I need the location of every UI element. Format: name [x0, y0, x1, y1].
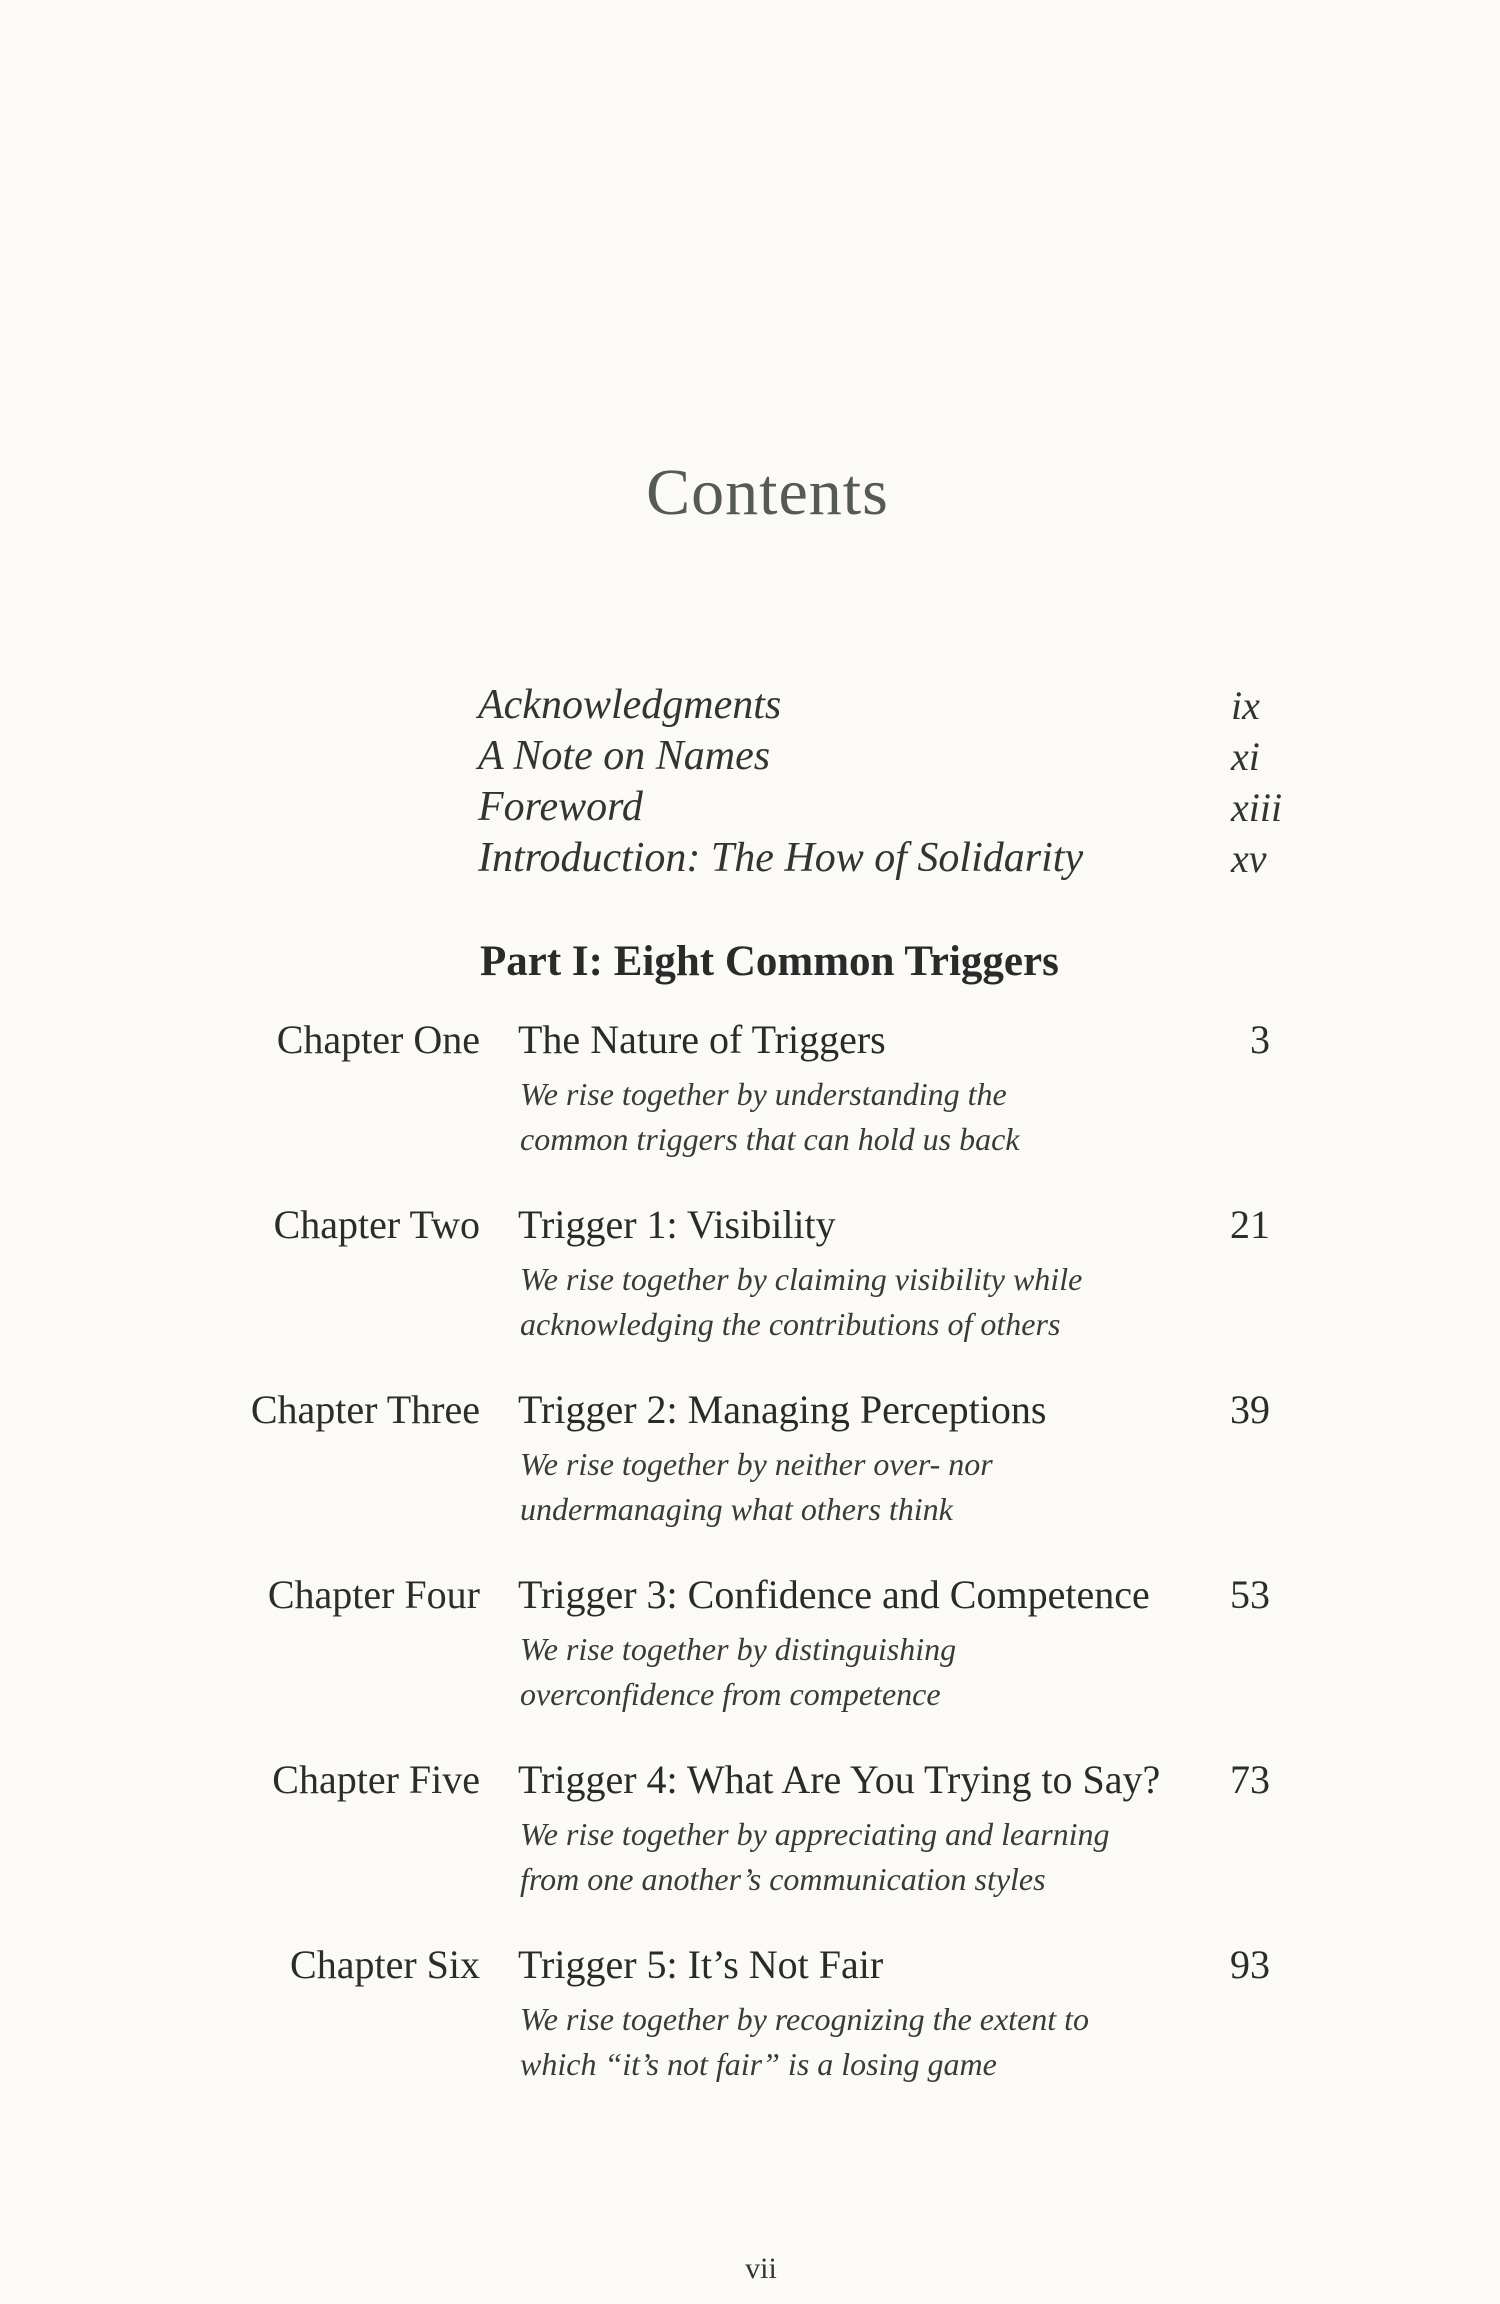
front-matter-title: Introduction: The How of Solidarity [478, 835, 1084, 881]
chapter-subtitle [520, 1257, 1220, 1347]
chapter-entry [0, 1571, 1500, 1741]
chapter-entry [0, 1016, 1500, 1186]
chapter-page-number: 53 [1230, 1572, 1270, 1617]
front-matter-title: A Note on Names [478, 733, 771, 779]
chapter-subtitle-line: which “it’s not fair” is a losing game [520, 2046, 997, 2082]
chapter-page-number: 73 [1230, 1757, 1270, 1802]
chapter-subtitle-line: We rise together by recognizing the extent to [520, 2001, 1090, 2037]
chapter-subtitle [520, 1997, 1220, 2087]
chapter-label: Chapter Four [267, 1572, 480, 1617]
chapter-subtitle-line: We rise together by appreciating and learning [520, 1816, 1110, 1852]
chapter-entry [0, 1386, 1500, 1556]
chapter-subtitle-line: overconfidence from competence [520, 1676, 941, 1712]
chapter-label: Chapter Two [273, 1202, 480, 1247]
chapter-subtitle-line: We rise together by distinguishing [520, 1631, 957, 1667]
front-matter-item [478, 680, 1278, 731]
chapter-label: Chapter Five [272, 1757, 480, 1802]
page-number: vii [745, 2252, 777, 2285]
front-matter-title: Foreword [478, 784, 643, 830]
chapter-title: The Nature of Triggers [518, 1017, 886, 1062]
chapter-subtitle-line: We rise together by neither over- nor [520, 1446, 993, 1482]
chapter-entry [0, 1941, 1500, 2111]
chapter-page-number: 3 [1250, 1017, 1270, 1062]
chapter-title: Trigger 3: Confidence and Competence [518, 1572, 1150, 1617]
chapter-title: Trigger 1: Visibility [518, 1202, 836, 1247]
front-matter-item [478, 731, 1278, 782]
chapter-subtitle-line: from one another’s communication styles [520, 1861, 1046, 1897]
chapter-subtitle [520, 1627, 1220, 1717]
chapter-page-number: 39 [1230, 1387, 1270, 1432]
front-matter-list [478, 680, 1283, 884]
front-matter-page: ix [1231, 683, 1260, 728]
chapter-title: Trigger 5: It’s Not Fair [518, 1942, 884, 1987]
chapter-subtitle-line: We rise together by claiming visibility while [520, 1261, 1083, 1297]
page-title: Contents [646, 456, 889, 529]
part-heading: Part I: Eight Common Triggers [480, 938, 1059, 985]
chapter-label: Chapter Six [290, 1942, 480, 1987]
chapter-page-number: 93 [1230, 1942, 1270, 1987]
chapter-title: Trigger 2: Managing Perceptions [518, 1387, 1047, 1432]
chapter-subtitle-line: common triggers that can hold us back [520, 1121, 1020, 1157]
chapter-subtitle-line: We rise together by understanding the [520, 1076, 1007, 1112]
front-matter-page: xiii [1231, 785, 1283, 830]
front-matter-page: xv [1231, 836, 1267, 881]
chapter-entry [0, 1756, 1500, 1926]
front-matter-item [478, 782, 1283, 833]
chapter-subtitle [520, 1812, 1220, 1902]
chapter-subtitle [520, 1072, 1220, 1162]
chapter-subtitle-line: undermanaging what others think [520, 1491, 953, 1527]
chapter-label: Chapter One [276, 1017, 480, 1062]
front-matter-title: Acknowledgments [478, 682, 782, 728]
chapter-page-number: 21 [1230, 1202, 1270, 1247]
chapter-title: Trigger 4: What Are You Trying to Say? [518, 1757, 1161, 1802]
chapter-entry [0, 1201, 1500, 1371]
front-matter-page: xi [1231, 734, 1260, 779]
chapter-subtitle [520, 1442, 1220, 1532]
front-matter-item [478, 833, 1278, 884]
chapter-subtitle-line: acknowledging the contributions of others [520, 1306, 1061, 1342]
chapter-label: Chapter Three [250, 1387, 480, 1432]
